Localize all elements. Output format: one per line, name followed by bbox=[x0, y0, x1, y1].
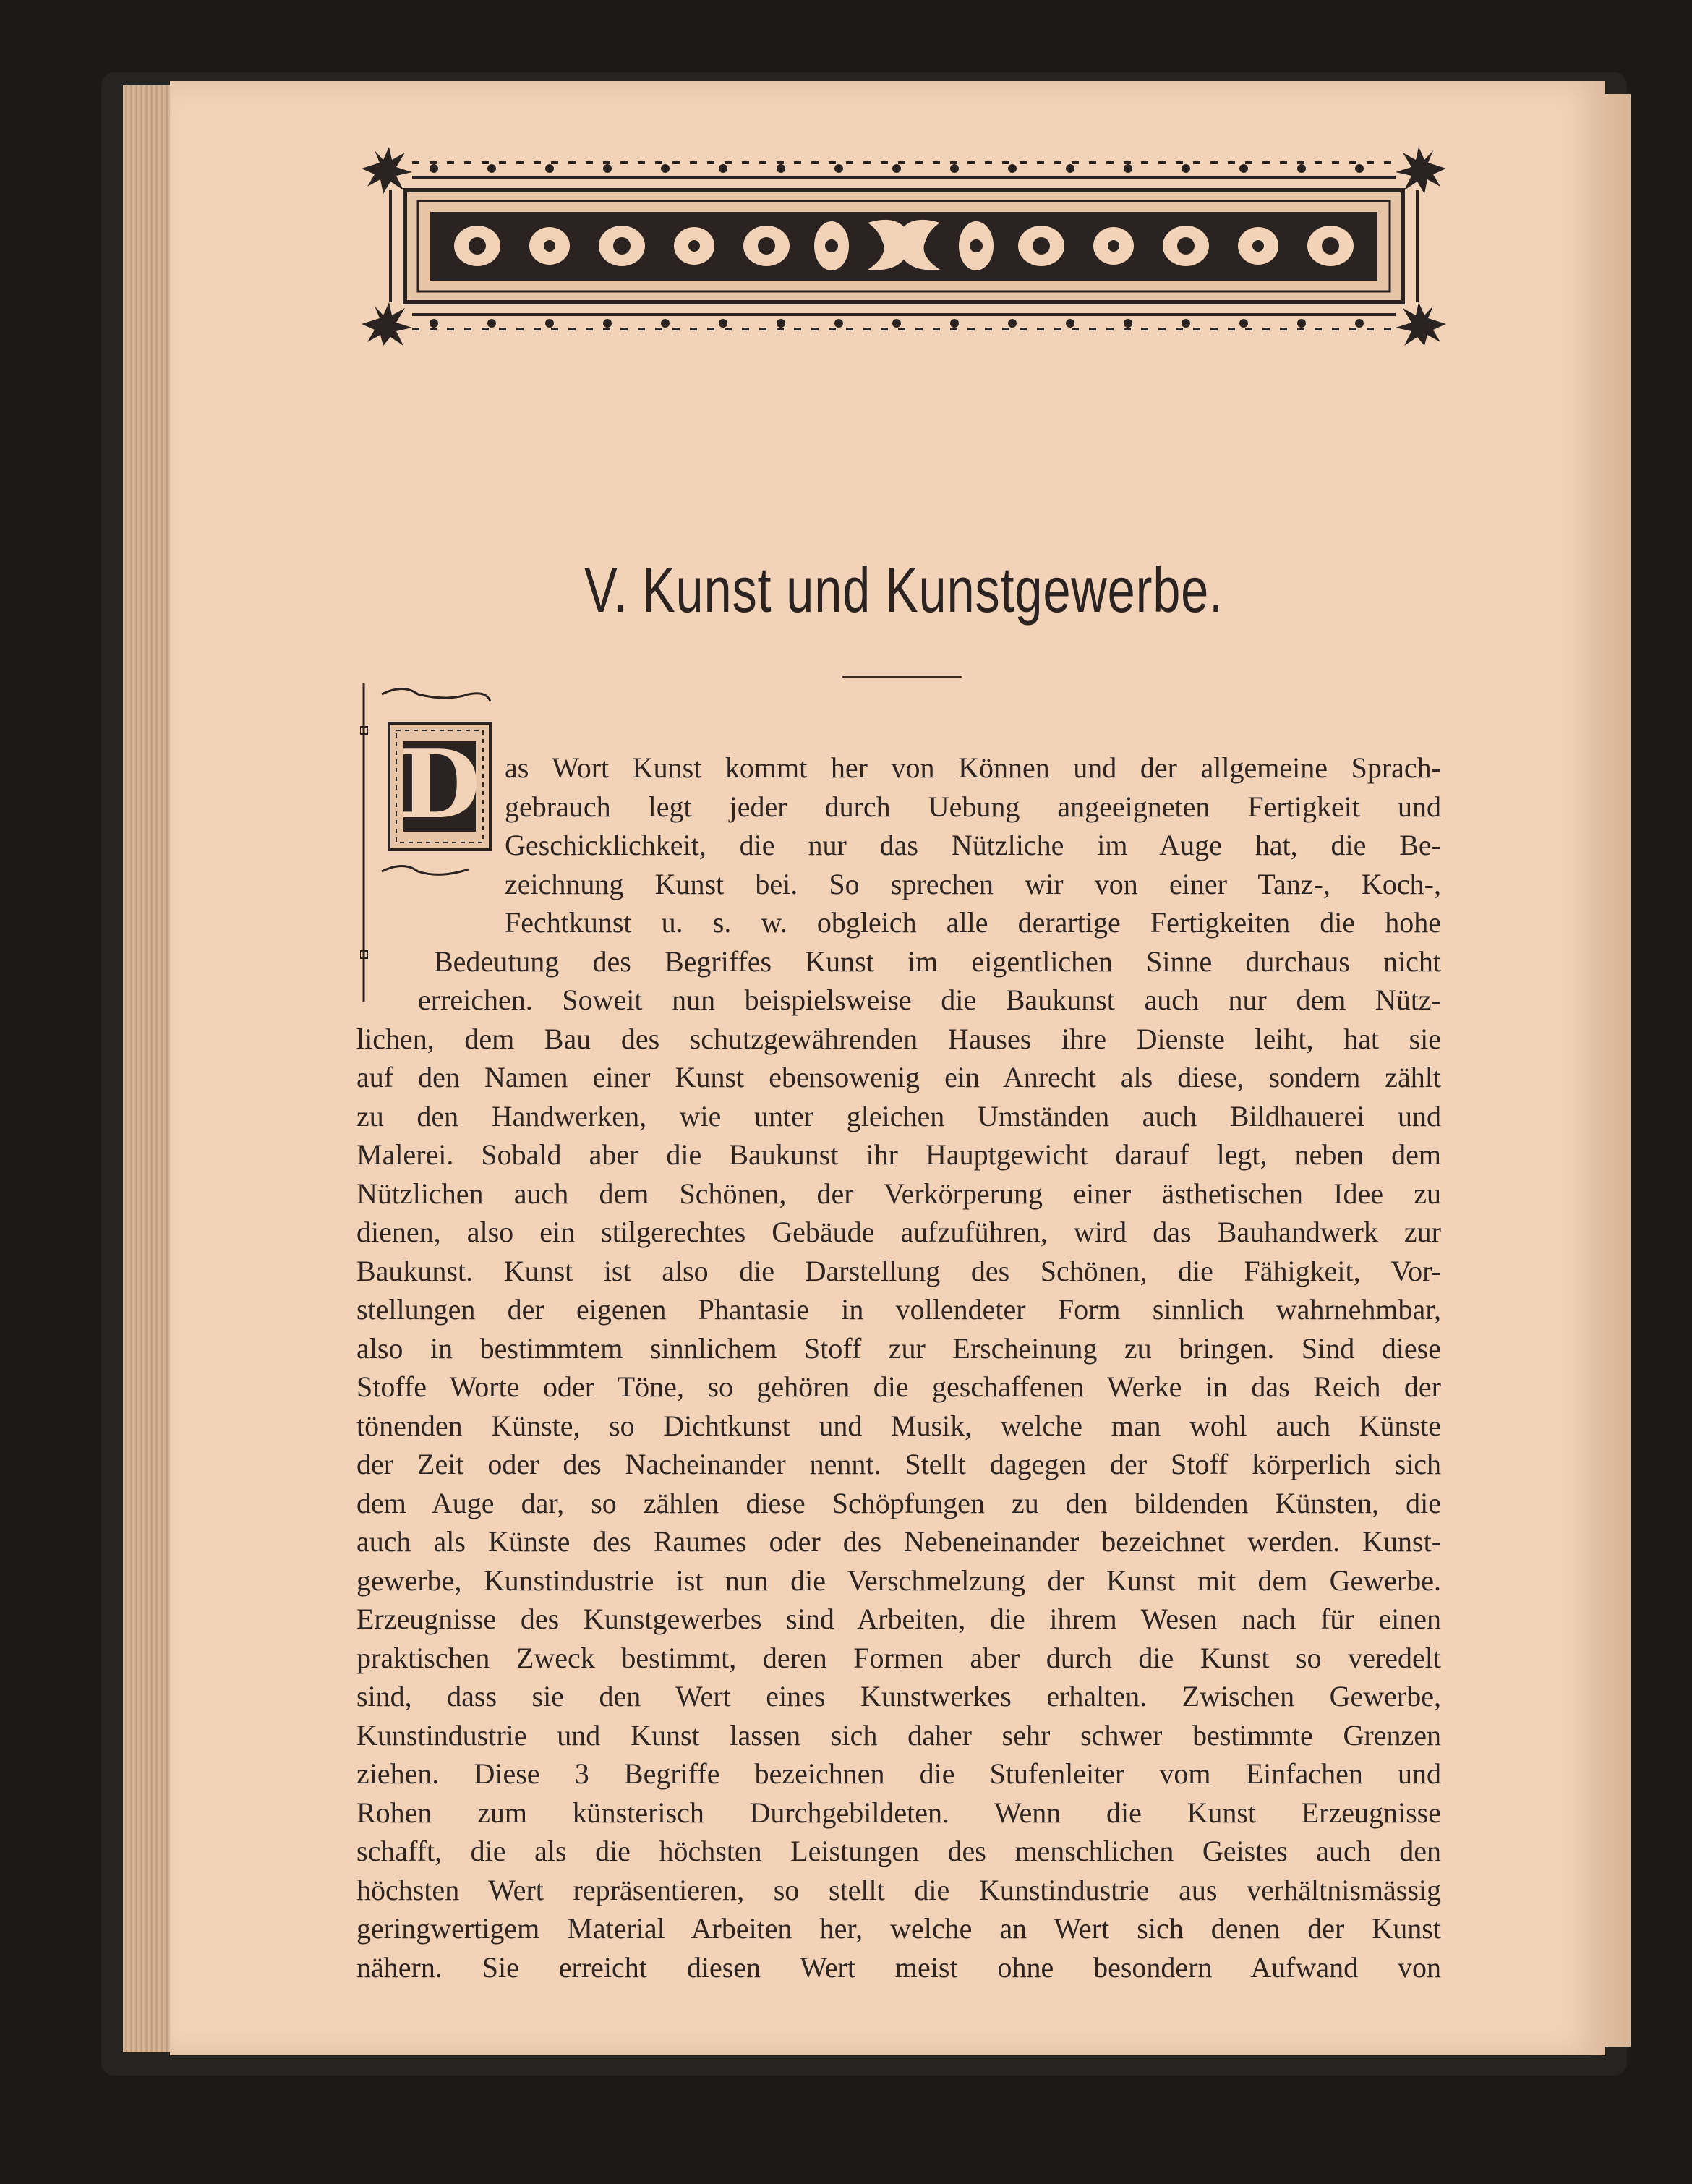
text-line: Geschicklichkeit, die nur das Nützliche im Auge hat, die Be- bbox=[505, 829, 1441, 861]
text-line: sind, dass sie den Wert eines Kunstwerkes erhalten. Zwischen Gewerbe, bbox=[356, 1680, 1441, 1712]
text-line: zeichnung Kunst bei. So sprechen wir von einer Tanz-, Koch-, bbox=[505, 867, 1441, 900]
text-line: Nützlichen auch dem Schönen, der Verkörperung einer ästhetischen Idee zu bbox=[356, 1177, 1441, 1210]
title-divider bbox=[842, 676, 962, 678]
dropcap-letter: D bbox=[398, 729, 481, 840]
text-line: dienen, also ein stilgerechtes Gebäude aufzuführen, wird das Bauhandwerk zur bbox=[356, 1216, 1441, 1248]
text-line: Erzeugnisse des Kunstgewerbes sind Arbeiten, die ihrem Wesen nach für einen bbox=[356, 1603, 1441, 1635]
text-line: Kunstindustrie und Kunst lassen sich daher sehr schwer bestimmte Grenzen bbox=[356, 1718, 1441, 1752]
text-line: ziehen. Diese 3 Begriffe bezeichnen die Stufenleiter vom Einfachen und bbox=[356, 1757, 1441, 1790]
chapter-title: V. Kunst und Kunstgewerbe. bbox=[584, 554, 1223, 626]
text-line: lichen, dem Bau des schutzgewährenden Hauses ihre Dienste leiht, hat sie bbox=[356, 1022, 1441, 1055]
text-line: gebrauch legt jeder durch Uebung angeeigneten Fertigkeit und bbox=[505, 790, 1441, 823]
text-line: Rohen zum künsterisch Durchgebildeten. Wenn die Kunst Erzeugnisse bbox=[356, 1796, 1441, 1829]
text-line: also in bestimmtem sinnlichem Stoff zur Erscheinung zu bringen. Sind diese bbox=[356, 1331, 1441, 1365]
text-line: Bedeutung des Begriffes Kunst im eigentlichen Sinne durchaus nicht bbox=[434, 944, 1441, 978]
text-line: auf den Namen einer Kunst ebensowenig ein Anrecht als diese, sondern zählt bbox=[356, 1061, 1441, 1093]
text-line: dem Auge dar, so zählen diese Schöpfungen zu den bildenden Künsten, die bbox=[356, 1486, 1441, 1519]
text-line: Baukunst. Kunst ist also die Darstellung des Schönen, die Fähigkeit, Vor- bbox=[356, 1254, 1441, 1287]
text-line: tönenden Künste, so Dichtkunst und Musik, welche man wohl auch Künste bbox=[356, 1409, 1441, 1442]
text-line: zu den Handwerken, wie unter gleichen Umständen auch Bildhauerei und bbox=[356, 1099, 1441, 1132]
text-line: Stoffe Worte oder Töne, so gehören die geschaffenen Werke in das Reich der bbox=[356, 1370, 1441, 1403]
text-line: praktischen Zweck bestimmt, deren Formen aber durch die Kunst so veredelt bbox=[356, 1641, 1441, 1674]
text-line: der Zeit oder des Nacheinander nennt. Stellt dagegen der Stoff körperlich sich bbox=[356, 1448, 1441, 1480]
body-text bbox=[356, 748, 1441, 1987]
text-line: Fechtkunst u. s. w. obgleich alle derartige Fertigkeiten die hohe bbox=[505, 906, 1441, 939]
text-line: geringwertigem Material Arbeiten her, welche an Wert sich denen der Kunst bbox=[356, 1912, 1441, 1945]
ornamental-header-band bbox=[362, 147, 1446, 346]
text-line: Malerei. Sobald aber die Baukunst ihr Hauptgewicht darauf legt, neben dem bbox=[356, 1138, 1441, 1171]
text-line: erreichen. Soweit nun beispielsweise die Baukunst auch nur dem Nütz- bbox=[418, 984, 1441, 1016]
text-line: gewerbe, Kunstindustrie ist nun die Verschmelzung der Kunst mit dem Gewerbe. bbox=[356, 1564, 1441, 1597]
text-line: nähern. Sie erreicht diesen Wert meist ohne besondern Aufwand von bbox=[356, 1950, 1441, 1984]
text-line: stellungen der eigenen Phantasie in vollendeter Form sinnlich wahrnehmbar, bbox=[356, 1293, 1441, 1326]
text-line: as Wort Kunst kommt her von Können und der allgemeine Sprach- bbox=[505, 751, 1441, 784]
text-line: höchsten Wert repräsentieren, so stellt die Kunstindustrie aus verhältnismässig bbox=[356, 1873, 1441, 1906]
text-line: auch als Künste des Raumes oder des Nebeneinander bezeichnet werden. Kunst- bbox=[356, 1525, 1441, 1558]
text-line: schafft, die als die höchsten Leistungen des menschlichen Geistes auch den bbox=[356, 1835, 1441, 1867]
